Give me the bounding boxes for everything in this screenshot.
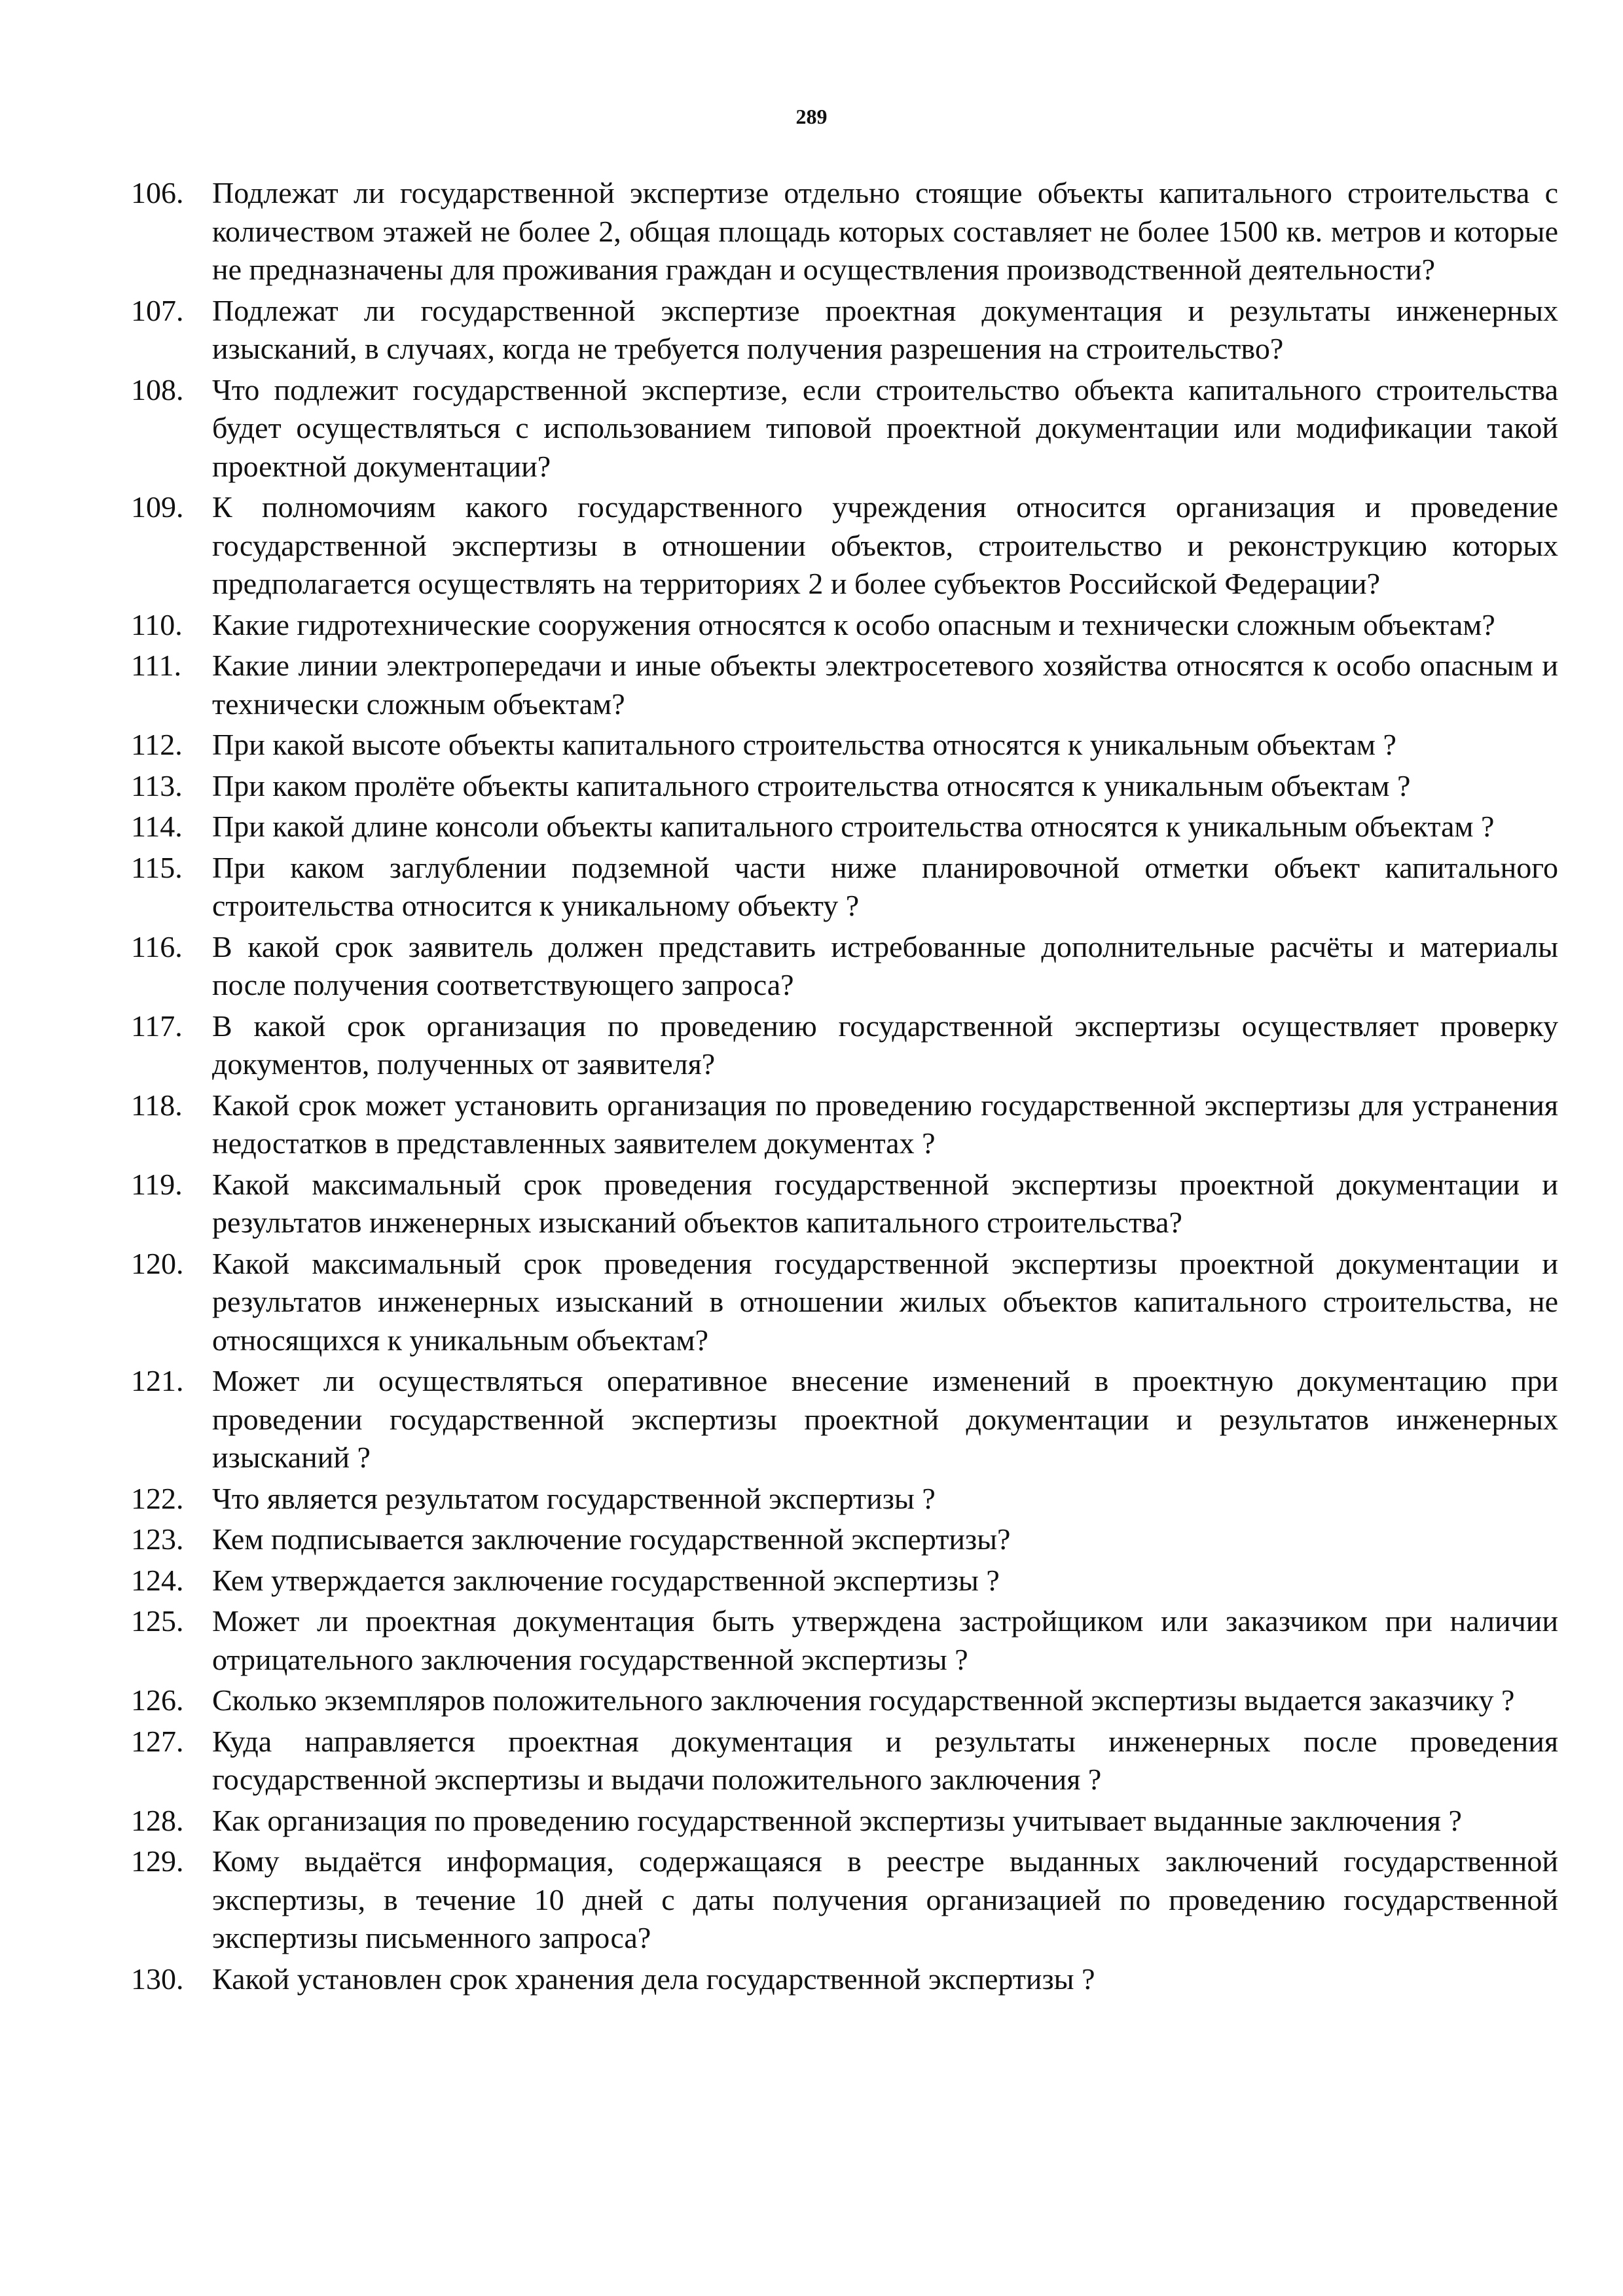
question-item	[131, 371, 1558, 486]
question-number: 129.	[131, 1844, 184, 1878]
question-text: При какой высоте объекты капитального строительства относятся к уникальным объектам ?	[212, 728, 1396, 761]
question-number: 115.	[131, 850, 183, 884]
question-item	[131, 606, 1558, 645]
question-item	[131, 849, 1558, 925]
page-number: 289	[795, 105, 828, 128]
question-item	[131, 1681, 1558, 1720]
question-number: 108.	[131, 372, 184, 406]
question-item	[131, 928, 1558, 1005]
question-item	[131, 1602, 1558, 1679]
question-text: Кем подписывается заключение государственной экспертизы?	[212, 1522, 1011, 1556]
question-text: Может ли проектная документация быть утверждена застройщиком или заказчиком при наличии отрицательного заключения государственной экспертизы ?	[212, 1604, 1558, 1676]
question-text: Сколько экземпляров положительного заключения государственной экспертизы выдается заказчику ?	[212, 1683, 1515, 1717]
question-number: 112.	[131, 728, 183, 761]
question-number: 122.	[131, 1481, 184, 1515]
question-number: 114.	[131, 810, 183, 843]
question-text: Может ли осуществляться оперативное внесение изменений в проектную документацию при проведении государственной экспертизы проектной документации и результатов инженерных изысканий ?	[212, 1364, 1558, 1474]
question-number: 116.	[131, 929, 183, 963]
question-text: Какой срок может установить организация по проведению государственной экспертизы для устранения недостатков в представленных заявителем документах ?	[212, 1088, 1558, 1160]
question-item	[131, 1245, 1558, 1360]
question-number: 106.	[131, 176, 184, 209]
question-number: 113.	[131, 768, 183, 802]
question-number: 123.	[131, 1522, 184, 1556]
question-text: Какие линии электропередачи и иные объекты электросетевого хозяйства относятся к особо опасным и технически сложным объектам?	[212, 649, 1558, 721]
question-number: 125.	[131, 1604, 184, 1638]
question-text: При какой длине консоли объекты капитального строительства относятся к уникальным объектам ?	[212, 810, 1495, 843]
question-item	[131, 1362, 1558, 1477]
question-number: 107.	[131, 293, 184, 327]
question-number: 127.	[131, 1724, 184, 1758]
question-number: 130.	[131, 1962, 184, 1996]
question-number: 124.	[131, 1563, 184, 1597]
question-item	[131, 1007, 1558, 1084]
question-text: Что подлежит государственной экспертизе, если строительство объекта капитального строительства будет осуществляться с использованием типовой проектной документации или модификации такой проектной документации?	[212, 372, 1558, 483]
question-number: 126.	[131, 1683, 184, 1717]
question-text: Какой максимальный срок проведения государственной экспертизы проектной документации и результатов инженерных изысканий объектов капитального строительства?	[212, 1167, 1558, 1239]
question-text: Как организация по проведению государственной экспертизы учитывает выданные заключения ?	[212, 1803, 1462, 1837]
question-item	[131, 808, 1558, 846]
question-item	[131, 726, 1558, 764]
question-item	[131, 1166, 1558, 1242]
question-number: 128.	[131, 1803, 184, 1837]
question-number: 119.	[131, 1167, 183, 1201]
question-text: В какой срок организация по проведению государственной экспертизы осуществляет проверку документов, полученных от заявителя?	[212, 1009, 1558, 1081]
question-item	[131, 488, 1558, 603]
question-text: Какие гидротехнические сооружения относятся к особо опасным и технически сложным объектам?	[212, 607, 1495, 641]
question-number: 121.	[131, 1364, 184, 1397]
question-number: 120.	[131, 1246, 184, 1280]
question-item	[131, 1562, 1558, 1600]
question-text: При каком заглублении подземной части ниже планировочной отметки объект капитального строительства относится к уникальному объекту ?	[212, 850, 1558, 922]
question-item	[131, 1480, 1558, 1518]
question-text: Какой максимальный срок проведения государственной экспертизы проектной документации и результатов инженерных изысканий в отношении жилых объектов капитального строительства, не относящихся к уникальным объектам?	[212, 1246, 1558, 1357]
question-text: При каком пролёте объекты капитального строительства относятся к уникальным объектам ?	[212, 768, 1411, 802]
question-number: 110.	[131, 607, 183, 641]
question-item	[131, 1960, 1558, 1999]
question-item	[131, 647, 1558, 723]
question-text: Подлежат ли государственной экспертизе проектная документация и результаты инженерных изысканий, в случаях, когда не требуется получения разрешения на строительство?	[212, 293, 1558, 365]
question-text: К полномочиям какого государственного учреждения относится организация и проведение государственной экспертизы в отношении объектов, строительство и реконструкцию которых предполагается осуществлять на территориях 2 и более субъектов Российской Федерации?	[212, 490, 1558, 600]
question-number: 111.	[131, 649, 182, 682]
question-text: В какой срок заявитель должен представить истребованные дополнительные расчёты и материалы после получения соответствующего запроса?	[212, 929, 1558, 1001]
question-item	[131, 292, 1558, 368]
question-text: Какой установлен срок хранения дела государственной экспертизы ?	[212, 1962, 1095, 1996]
question-item	[131, 1086, 1558, 1163]
question-number: 117.	[131, 1009, 183, 1043]
question-text: Куда направляется проектная документация и результаты инженерных после проведения государственной экспертизы и выдачи положительного заключения ?	[212, 1724, 1558, 1796]
question-text: Подлежат ли государственной экспертизе отдельно стоящие объекты капитального строительства с количеством этажей не более 2, общая площадь которых составляет не более 1500 кв. метров и которые не предназначены для проживания граждан и осуществления производственной деятельности?	[212, 176, 1558, 286]
question-item	[131, 1802, 1558, 1840]
question-text: Кем утверждается заключение государственной экспертизы ?	[212, 1563, 1000, 1597]
question-number: 109.	[131, 490, 184, 524]
question-item	[131, 1520, 1558, 1559]
question-text: Кому выдаётся информация, содержащаяся в реестре выданных заключений государственной экспертизы, в течение 10 дней с даты получения организацией по проведению государственной экспертизы письменного запроса?	[212, 1844, 1558, 1954]
question-list	[131, 174, 1558, 2001]
question-item	[131, 1723, 1558, 1799]
question-number: 118.	[131, 1088, 183, 1122]
question-item	[131, 767, 1558, 806]
question-text: Что является результатом государственной экспертизы ?	[212, 1481, 936, 1515]
question-item	[131, 1842, 1558, 1958]
question-item	[131, 174, 1558, 289]
